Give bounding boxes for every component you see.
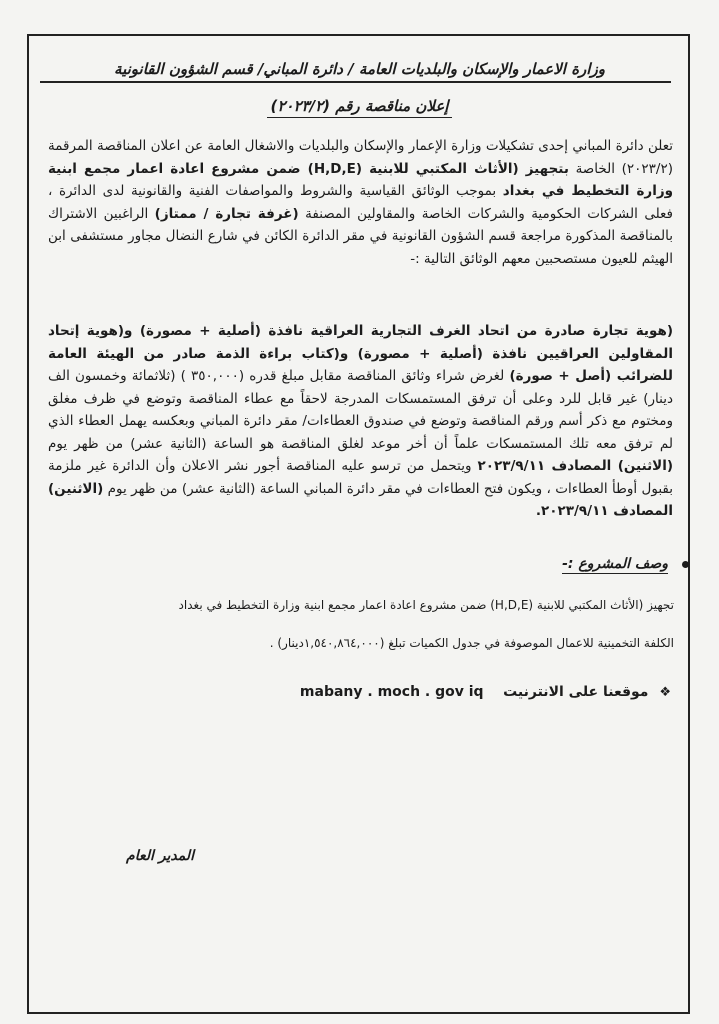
website-line <box>151 684 671 700</box>
diamond-bullet-icon: ❖ <box>659 685 671 700</box>
p1-part2: بموجب الوثائق القياسية والشروط والمواصفات الفنية والقانونية لدى الدائرة ، فعلى الشركات الحكومية والشركات الخاصة والمقاولين المصنفة <box>48 183 674 222</box>
p1-bold2: (غرفة تجارة / ممتاز) <box>154 205 299 222</box>
p2-part2: ويتحمل من ترسو عليه المناقصة أجور نشر الاعلان وأن الدائرة غير ملزمة بقبول أوطأ العطاءات ، ويكون فتح العطاءات في مقر دائرة المباني الساعة (الثانية عشر) من ظهر يوم <box>48 458 673 497</box>
announcement-paragraph-1 <box>48 135 673 270</box>
project-heading-text: وصف المشروع :- <box>562 556 668 572</box>
project-cost: الكلفة التخمينية للاعمال الموصوفة في جدول الكميات تبلغ (١,٥٤٠,٨٦٤,٠٠٠دينار) . <box>269 636 674 650</box>
p2-part1: لغرض شراء وثائق المناقصة مقابل مبلغ قدره (٣٥٠,٠٠٠ ) (ثلاثمائة وخمسون الف دينار) غير قابل للرد وعلى أن ترفق المستمسكات المدرجة لاحقاً مع عطاء المناقصة وتوضع في ظرف مغلق ومختوم مع ذكر أسم ورقم المناقصة وتوضع في صندوق العطاءات/ مقر دائرة المباني وبعكسه يهمل العطاء الذي لم ترفق معه تلك المستمسكات علماً أن أخر موعد لغلق المناقصة هو الساعة (الثانية عشر) من ظهر يوم <box>48 368 673 452</box>
header-divider <box>40 81 671 83</box>
website-label: موقعنا على الانترنيت <box>503 684 649 700</box>
p1-part3: الراغبين الاشتراك بالمناقصة المذكورة مراجعة قسم الشؤون القانونية في مقر الدائرة الكائن في شارع النضال مجاور مستشفى ابن الهيثم للعيون مستصحبين معهم الوثائق التالية :- <box>48 205 673 267</box>
p2-bold2: (الاثنين) المصادف ٢٠٢٣/٩/١١ <box>477 458 673 474</box>
bullet-icon <box>682 561 689 568</box>
announcement-title <box>0 96 719 115</box>
announcement-paragraph-2 <box>48 320 673 523</box>
p1-part1: تعلن دائرة المباني إحدى تشكيلات وزارة الإعمار والإسكان والبلديات والاشغال العامة عن اعلان المناقصة المرقمة (٢٠٢٣/٢) الخاصة <box>48 138 673 177</box>
ministry-header: وزارة الاعمار والإسكان والبلديات العامة / دائرة المباني/ قسم الشؤون القانونية <box>114 60 605 78</box>
project-description: تجهيز (الأثاث المكتبي للابنية (H,D,E) ضمن مشروع اعادة اعمار مجمع ابنية وزارة التخطيط في بغداد <box>178 598 674 612</box>
p1-bold1: بتجهيز (الأثاث المكتبي للابنية (H,D,E) ضمن مشروع اعادة اعمار مجمع ابنية وزارة التخطيط في بغداد <box>48 160 673 199</box>
p2-bold1: (هوية تجارة صادرة من اتحاد الغرف التجارية العراقية نافذة (أصلية + مصورة) و(هوية إتحاد المقاولين العراقيين نافذة (أصلية + مصورة) و(كتاب براءة الذمة صادر من الهيئة العامة للضرائب (أصل + صورة) <box>48 323 674 384</box>
signature-title: المدير العام <box>126 848 194 864</box>
title-text: إعلان مناقصة رقم (٢٠٢٣/٢) <box>267 97 453 118</box>
website-url[interactable]: mabany . moch . gov iq <box>299 684 484 700</box>
p2-bold3: (الاثنين) المصادف ٢٠٢٣/٩/١١. <box>48 480 673 519</box>
project-section-heading <box>289 556 689 572</box>
